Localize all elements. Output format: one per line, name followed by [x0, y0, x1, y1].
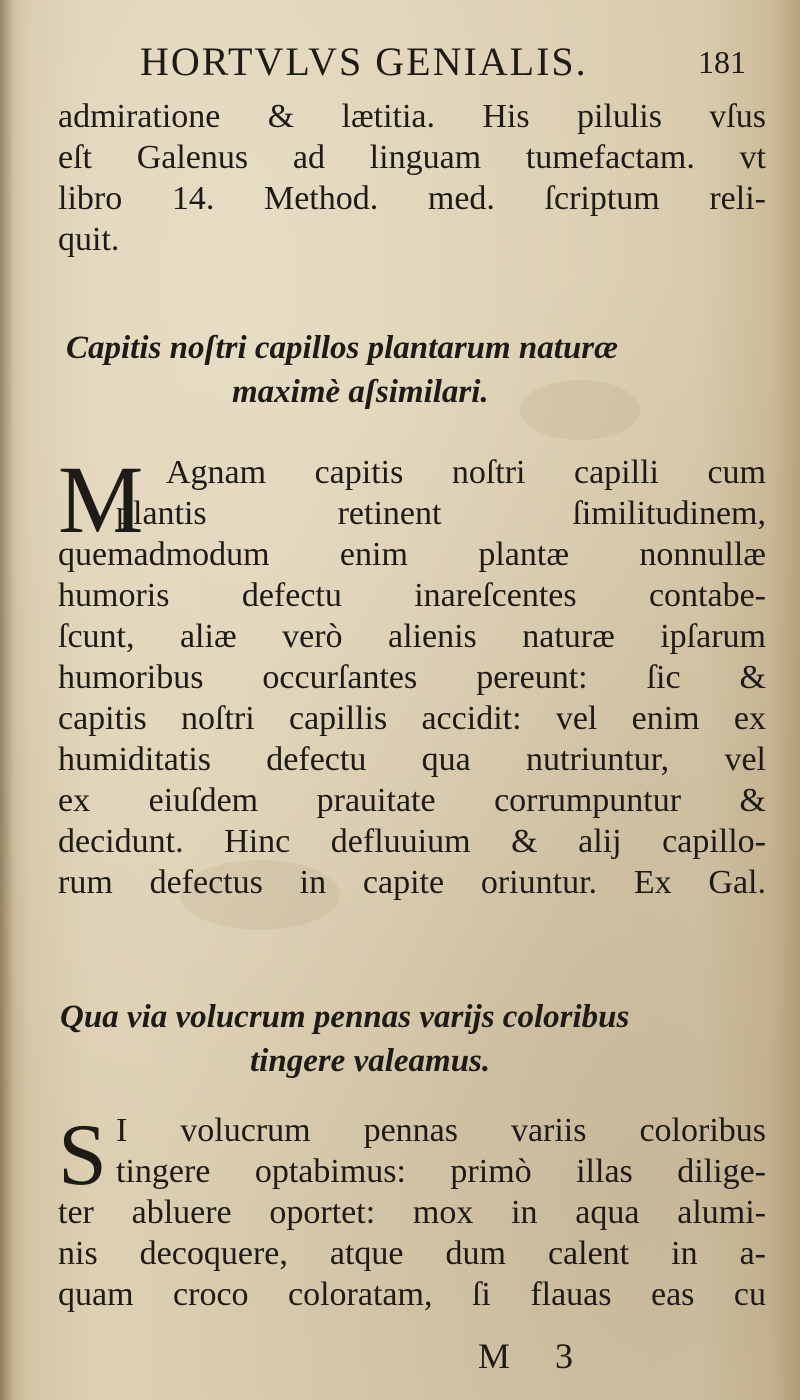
section-paragraph: [58, 1107, 766, 1315]
section-title: [60, 995, 760, 1083]
signature-mark: M 3: [478, 1336, 592, 1376]
page-edge-shadow: [0, 0, 14, 1400]
text-line: decidunt. Hinc defluuium & alij capillo-: [58, 823, 766, 860]
text-line: ter abluere oportet: mox in aqua alumi-: [58, 1194, 766, 1231]
text-line: quemadmodum enim plantæ nonnullæ: [58, 536, 766, 573]
text-line: humiditatis defectu qua nutriuntur, vel: [58, 741, 766, 778]
text-line: humoris defectu inareſcentes contabe-: [58, 577, 766, 614]
text-line: admiratione & lætitia. His pilulis vſus: [58, 98, 766, 135]
title-line: Qua via volucrum pennas varijs coloribus: [60, 999, 630, 1035]
section-title: [60, 326, 760, 414]
drop-cap: M: [58, 446, 144, 553]
page-header: [0, 38, 800, 98]
drop-cap: S: [58, 1107, 107, 1204]
text-line: libro 14. Method. med. ſcriptum reli-: [58, 180, 766, 217]
text-line: ſcunt, aliæ verò alienis naturæ ipſarum: [58, 618, 766, 655]
text-line: ex eiuſdem prauitate corrumpuntur &: [58, 782, 766, 819]
page-number: 181: [698, 44, 746, 80]
text-line: humoribus occurſantes pereunt: ſic &: [58, 659, 766, 696]
text-line: eſt Galenus ad linguam tumefactam. vt: [58, 139, 766, 176]
text-line: rum defectus in capite oriuntur. Ex Gal.: [58, 864, 766, 901]
title-line: maximè aſsimilari.: [232, 374, 489, 410]
intro-paragraph: [58, 96, 766, 260]
section-paragraph: [58, 446, 766, 903]
title-line: Capitis noſtri capillos plantarum naturæ: [66, 330, 618, 366]
text-line: tingere optabimus: primò illas dilige-: [116, 1153, 766, 1190]
text-line: plantis retinent ſimilitudinem,: [116, 495, 766, 532]
text-line: nis decoquere, atque dum calent in a-: [58, 1235, 766, 1272]
title-line: tingere valeamus.: [250, 1043, 491, 1079]
running-title: HORTVLVS GENIALIS.: [140, 39, 588, 84]
text-line: quam croco coloratam, ſi flauas eas cu: [58, 1276, 766, 1313]
text-line: capitis noſtri capillis accidit: vel enim ex: [58, 700, 766, 737]
text-line: Agnam capitis noſtri capilli cum: [166, 454, 766, 491]
text-line: quit.: [58, 221, 120, 258]
text-line: I volucrum pennas variis coloribus: [116, 1112, 766, 1149]
